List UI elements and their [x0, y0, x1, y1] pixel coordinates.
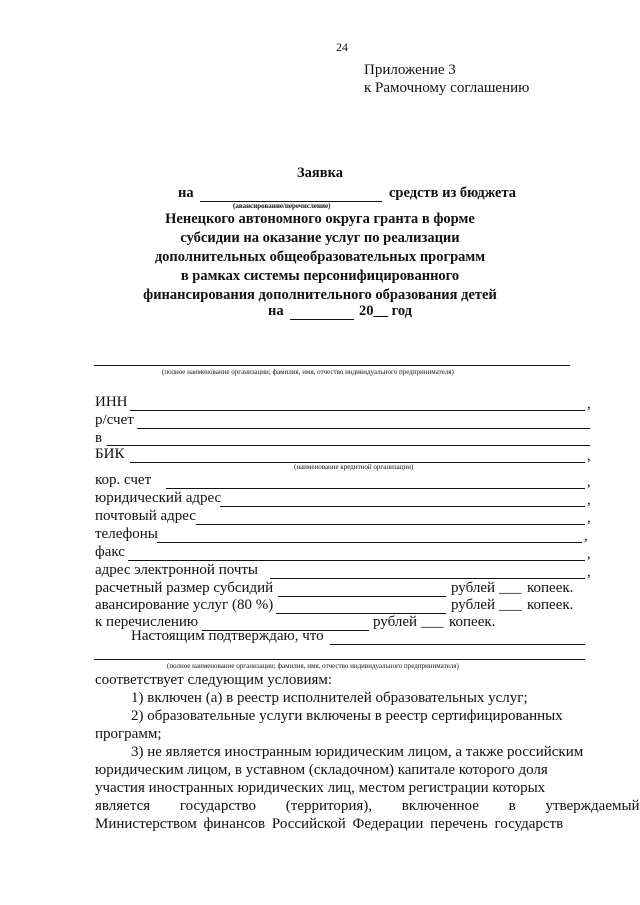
bank-line[interactable] [107, 445, 590, 446]
phones-line[interactable] [157, 542, 582, 543]
account-line[interactable] [137, 428, 590, 429]
condition-3-line-1: 3) не является иностранным юридическим лицом, а также российским [131, 744, 584, 760]
title-suffix: средств из бюджета [389, 185, 517, 201]
corr-account-label: кор. счет [95, 472, 152, 488]
corr-account-line[interactable] [166, 488, 585, 489]
subsidy-amount-line[interactable] [278, 596, 446, 597]
confirm-organization-caption: (полное наименование организации; фамилия, имя, отчество индивидуального предпринимателя) [167, 662, 459, 670]
advance-rub-label: рублей [451, 597, 496, 613]
subsidy-kop-blank[interactable]: ___ [499, 580, 522, 596]
advance-label: авансирование услуг (80 %) [95, 597, 274, 613]
advance-kop-blank[interactable]: ___ [499, 597, 522, 613]
annex-subtitle: к Рамочному соглашению [364, 80, 530, 96]
email-comma: , [587, 564, 591, 580]
funding-type-caption: (авансирование/перечисление) [233, 202, 331, 210]
confirm-line[interactable] [330, 644, 585, 645]
organization-name-line[interactable] [94, 365, 570, 366]
page-number: 24 [336, 40, 348, 54]
advance-kop-label: копеек. [527, 597, 574, 613]
email-line[interactable] [270, 578, 585, 579]
bank-caption: (наименование кредитной организации) [294, 463, 414, 471]
legal-address-line[interactable] [220, 506, 585, 507]
title-prefix: на [178, 185, 194, 201]
postal-address-line[interactable] [196, 524, 585, 525]
corr-account-comma: , [587, 474, 591, 490]
legal-address-comma: , [587, 492, 591, 508]
inn-line[interactable] [130, 410, 585, 411]
bik-comma: , [587, 448, 591, 464]
subsidy-kop-label: копеек. [527, 580, 574, 596]
organization-caption: (полное наименование организации; фамилия, имя, отчество индивидуального предпринимателя) [162, 368, 454, 376]
legal-address-label: юридический адрес [95, 490, 222, 506]
transfer-kop-blank[interactable]: ___ [421, 614, 444, 630]
condition-3-line-5: Министерством финансов Российской Федерации перечень государств [95, 816, 564, 832]
fax-label: факс [95, 544, 125, 560]
email-label: адрес электронной почты [95, 562, 259, 578]
fax-comma: , [587, 546, 591, 562]
condition-1: 1) включен (а) в реестр исполнителей образовательных услуг; [131, 690, 528, 706]
phones-label: телефоны [95, 526, 158, 542]
account-label: р/счет [95, 412, 134, 428]
title-year: 20__ год [359, 303, 413, 319]
conditions-intro: соответствует следующим условиям: [95, 672, 333, 688]
transfer-label: к перечислению [95, 614, 199, 630]
transfer-kop-label: копеек. [449, 614, 496, 630]
condition-2-line-2: программ; [95, 726, 162, 742]
title-line-2: Ненецкого автономного округа гранта в форме [165, 211, 475, 227]
bik-label: БИК [95, 446, 125, 462]
inn-comma: , [587, 396, 591, 412]
condition-2-line-1: 2) образовательные услуги включены в реестр сертифицированных [131, 708, 563, 724]
in-label: в [95, 430, 103, 446]
title-line-6: финансирования дополнительного образования детей [143, 287, 497, 303]
title-line-5: в рамках системы персонифицированного [180, 268, 460, 284]
period-blank[interactable] [290, 319, 354, 320]
condition-3-line-3: участия иностранных юридических лиц, местом регистрации которых [95, 780, 546, 796]
confirm-organization-line[interactable] [94, 659, 585, 660]
title-year-prefix: на [268, 303, 284, 319]
inn-label: ИНН [95, 394, 128, 410]
postal-address-comma: , [587, 510, 591, 526]
title-line-4: дополнительных общеобразовательных программ [154, 249, 486, 265]
condition-3-line-4: является государство (территория), включенное в утверждаемый [95, 798, 640, 814]
postal-address-label: почтовый адрес [95, 508, 196, 524]
phones-comma: , [584, 528, 588, 544]
form-heading: Заявка [297, 165, 343, 181]
subsidy-amount-label: расчетный размер субсидий [95, 580, 274, 596]
title-line-3: субсидии на оказание услуг по реализации [180, 230, 460, 246]
fax-line[interactable] [128, 560, 585, 561]
annex-title: Приложение 3 [364, 62, 456, 78]
subsidy-rub-label: рублей [451, 580, 496, 596]
transfer-rub-label: рублей [373, 614, 418, 630]
confirm-text: Настоящим подтверждаю, что [131, 628, 324, 644]
condition-3-line-2: юридическим лицом, в уставном (складочном) капитале которого доля [95, 762, 548, 778]
